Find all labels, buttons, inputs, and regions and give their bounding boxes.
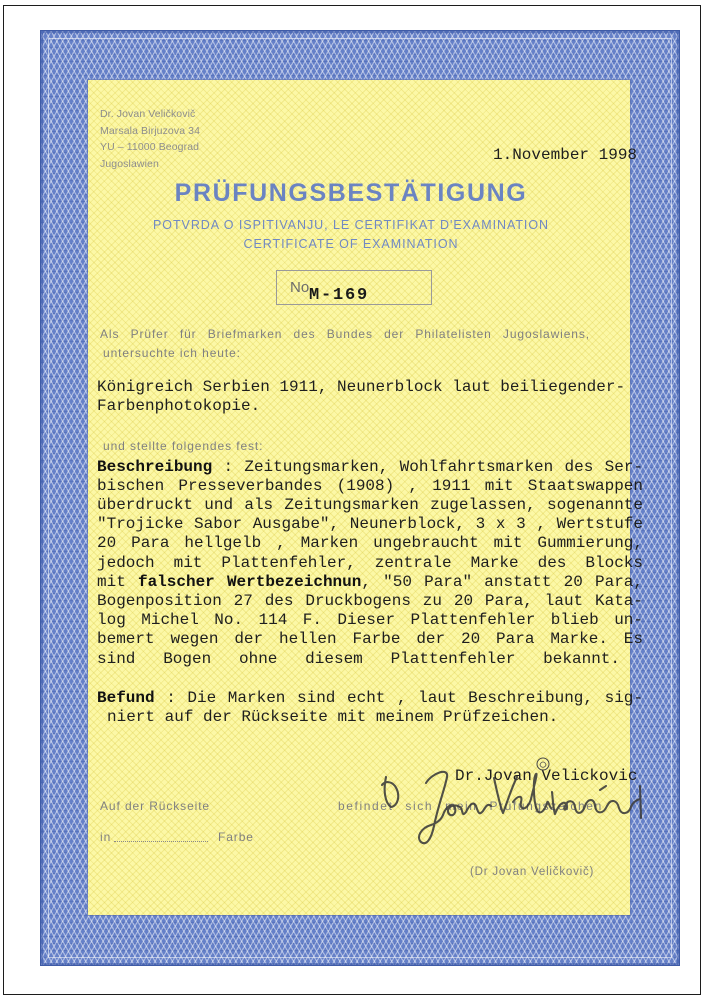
description-line-11: sind Bogen ohne diesem Plattenfehler bekannt.	[97, 649, 620, 668]
findings-intro: und stellte folgendes fest:	[103, 439, 264, 453]
description-line-1	[97, 458, 643, 477]
description-line-10: bemert wegen der hellen Farbe der 20 Para Marke. Es	[97, 630, 643, 649]
subject-line-1: Königreich Serbien 1911, Neunerblock laut beiliegender-	[97, 378, 626, 396]
sender-address	[100, 106, 200, 172]
description-line-5: 20 Para hellgelb , Marken ungebraucht mit Gummierung,	[97, 534, 643, 553]
subject-line-2: Farbenphotokopie.	[97, 397, 261, 416]
result-line-2: niert auf der Rückseite mit meinem Prüfzeichen.	[107, 708, 559, 727]
printed-signer-name: (Dr Jovan Veličkovič)	[470, 866, 595, 878]
error-line-after: , "50 Para" anstatt 20 Para,	[361, 572, 644, 591]
intro-line-1: Als Prüfer für Briefmarken des Bundes der Philatelisten Jugoslawiens,	[100, 327, 590, 341]
description-paragraph	[97, 458, 643, 669]
color-label: Farbe	[218, 830, 254, 844]
description-line-7	[97, 573, 643, 592]
color-dotted-blank	[114, 841, 208, 842]
description-line-4: "Trojicke Sabor Ausgabe", Neunerblock, 3 x 3 , Wertstufe	[97, 515, 643, 534]
description-line-9: log Michel No. 114 F. Dieser Plattenfehler blieb un-	[97, 611, 643, 630]
description-line-2: bischen Presseverbandes (1908) , 1911 mit Staatswappen	[97, 476, 643, 495]
result-line-1	[97, 689, 643, 708]
back-note-text: befindet sich mein Prüfungszeichen	[338, 799, 603, 813]
sender-street: Marsala Birjuzova 34	[100, 124, 201, 137]
result-label: Befund	[97, 689, 155, 707]
sender-city: YU – 11000 Beograd	[100, 141, 200, 153]
sender-country: Jugoslawien	[100, 157, 159, 170]
color-in-label: in	[100, 830, 112, 844]
result-paragraph	[97, 689, 643, 727]
description-line-6: jedoch mit Plattenfehler, zentrale Marke des Blocks	[97, 553, 643, 572]
intro-line-2: untersuchte ich heute:	[103, 346, 241, 360]
description-line-8: Bogenposition 27 des Druckbogens zu 20 Para, laut Kata-	[97, 591, 643, 610]
description-line-3: überdruckt und als Zeitungsmarken zugelassen, sogenannte	[97, 495, 643, 514]
error-highlight: falscher Wertbezeichnun	[137, 572, 362, 591]
certificate-subtitle: POTVRDA O ISPITIVANJU, LE CERTIFIKAT D'EXAMINATION	[152, 218, 549, 232]
certificate-date: 1.November 1998	[493, 146, 638, 164]
certificate-title: PRÜFUNGSBESTÄTIGUNG	[174, 179, 528, 207]
certificate-number-value: M-169	[309, 286, 370, 305]
result-first-line-text: : Die Marken sind echt , laut Beschreibung, sig-	[154, 689, 643, 707]
certificate-subtitle-en: CERTIFICATE OF EXAMINATION	[243, 237, 459, 251]
certificate-number-label: No	[290, 279, 310, 296]
description-label: Beschreibung	[97, 457, 213, 476]
examined-subject	[97, 378, 625, 416]
description-first-line-text: : Zeitungsmarken, Wohlfahrtsmarken des Ser-	[212, 457, 643, 476]
sender-name: Dr. Jovan Veličkovič	[100, 108, 196, 120]
error-line-before: mit	[97, 572, 138, 591]
typed-signature-name: Dr.Jovan Velickovic	[455, 767, 638, 785]
back-note-prefix: Auf der Rückseite	[100, 799, 211, 813]
